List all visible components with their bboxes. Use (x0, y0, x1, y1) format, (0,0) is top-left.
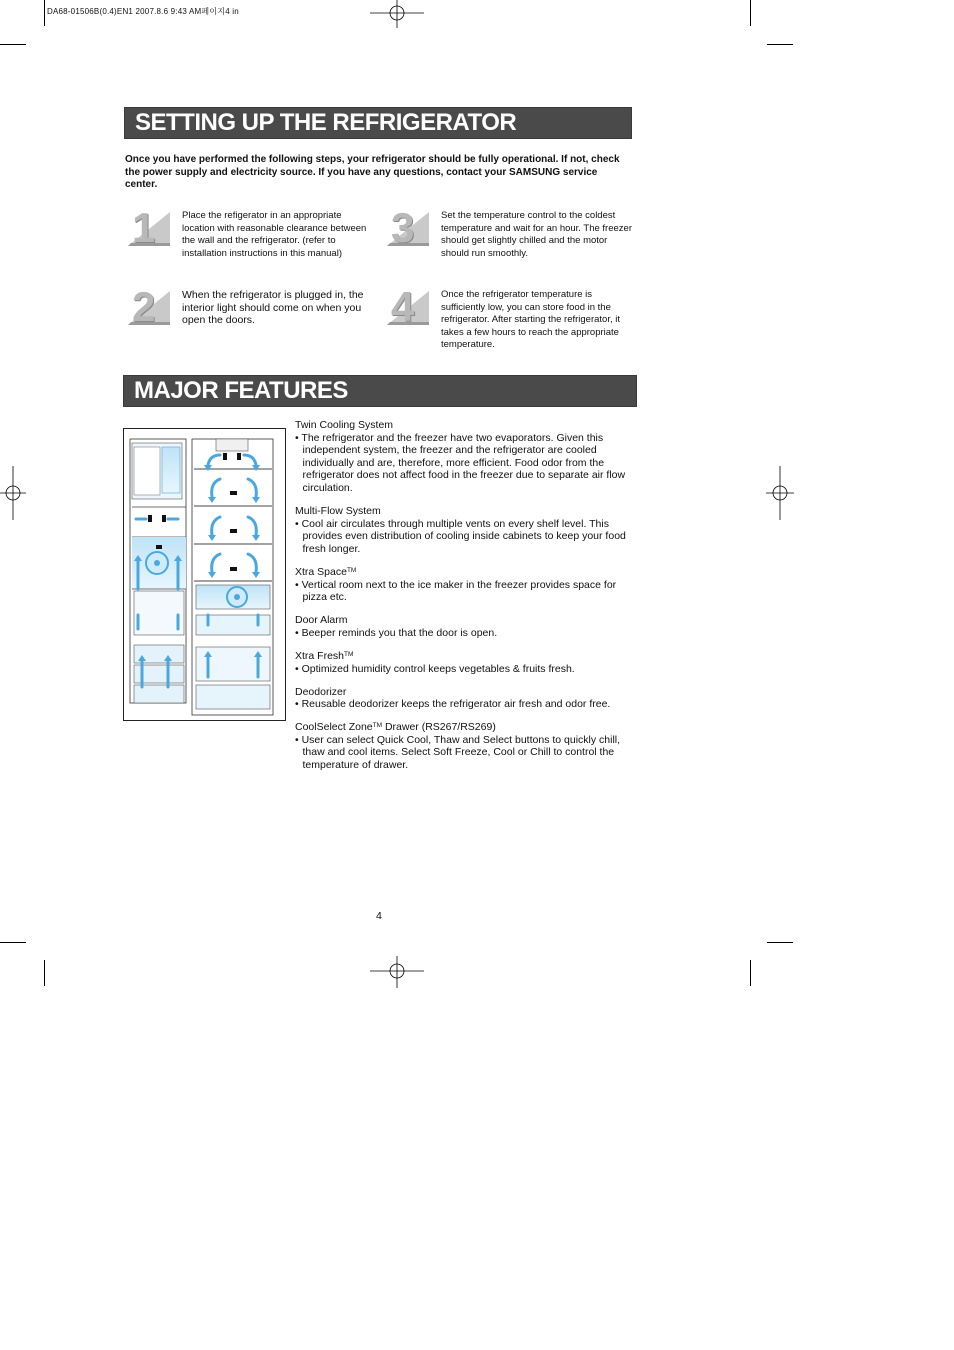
step-number-badge (385, 204, 431, 251)
feature-title: Deodorizer (295, 685, 347, 698)
crop-mark (767, 44, 793, 45)
feature-body: • Beeper reminds you that the door is open. (295, 626, 498, 639)
crop-mark (750, 0, 751, 26)
feature-body: • The refrigerator and the freezer have two evaporators. Given this independent system, the freezer and the refrigerator are cooled individually and are, therefore, more efficient. Food odor from the refrigerator does not affect food in the freezer due to separate air flow circulation. (295, 431, 626, 494)
step-number: 2 (132, 283, 154, 330)
feature-title: Door Alarm (295, 614, 348, 627)
feature-title: Xtra Space™ (295, 565, 357, 578)
fridge-diagram (124, 429, 285, 720)
feature-body: • Cool air circulates through multiple vents on every shelf level. This provides even distribution of cooling inside cabinets to keep your food fresh longer. (295, 517, 626, 555)
feature-item (295, 685, 637, 711)
crop-mark (44, 0, 45, 26)
step-number: 3 (391, 204, 413, 251)
registration-mark-icon (370, 956, 424, 988)
section-title-setup: SETTING UP THE REFRIGERATOR (124, 107, 632, 139)
feature-item (295, 613, 637, 639)
feature-body: • Optimized humidity control keeps vegetables & fruits fresh. (295, 662, 575, 675)
feature-item (295, 418, 637, 495)
feature-item (295, 649, 637, 675)
step-number-badge (385, 283, 431, 330)
feature-body: • Vertical room next to the ice maker in the freezer provides space for pizza etc. (295, 578, 617, 604)
feature-item (295, 565, 637, 604)
feature-body: • User can select Quick Cool, Thaw and Select buttons to quickly chill, thaw and cool items. Select Soft Freeze, Cool or Chill to control the temperature of drawer. (295, 733, 621, 772)
step-number-badge (126, 283, 172, 330)
step-number-badge (126, 204, 172, 251)
feature-title: Twin Cooling System (295, 419, 394, 431)
feature-item (295, 504, 637, 555)
registration-mark-icon (0, 466, 26, 520)
section-title-features: MAJOR FEATURES (123, 375, 637, 407)
step-number: 4 (391, 283, 413, 330)
step-text: Place the refigerator in an appropriate location with reasonable clearance between the wall and the refrigerator. (refer to installation instructions in this manual) (182, 210, 367, 259)
fridge-airflow-illustration (123, 428, 286, 721)
registration-mark-icon (370, 0, 424, 28)
feature-item (295, 720, 637, 771)
crop-mark (44, 960, 45, 986)
step-text: Set the temperature control to the coldest temperature and wait for an hour. The freezer should get slightly chilled and the motor should run smoothly. (441, 210, 632, 259)
features-list (295, 418, 637, 781)
crop-mark (0, 942, 26, 943)
page-number: 4 (376, 910, 382, 922)
crop-mark (767, 942, 793, 943)
step-text: When the refrigerator is plugged in, the interior light should come on when you open the doors. (182, 289, 364, 327)
setup-intro: Once you have performed the following steps, your refrigerator should be fully operational. If not, check the power supply and electricity source. If you have any questions, contact your SAMSUNG service center. (125, 154, 620, 191)
step-number: 1 (132, 204, 154, 251)
crop-mark (750, 960, 751, 986)
step-text: Once the refrigerator temperature is sufficiently low, you can store food in the refrigerator. After starting the refrigerator, it takes a few hours to reach the appropriate temperature. (441, 289, 620, 350)
crop-mark (0, 44, 26, 45)
registration-mark-icon (766, 466, 794, 520)
feature-title: Multi-Flow System (295, 505, 381, 518)
feature-title: Xtra Fresh™ (295, 649, 354, 662)
feature-body: • Reusable deodorizer keeps the refrigerator air fresh and odor free. (295, 698, 611, 711)
print-code: DA68-01506B(0.4)EN1 2007.8.6 9:43 AM페이지4 in (47, 7, 239, 16)
feature-title: CoolSelect Zone™ Drawer (RS267/RS269) (295, 721, 496, 734)
